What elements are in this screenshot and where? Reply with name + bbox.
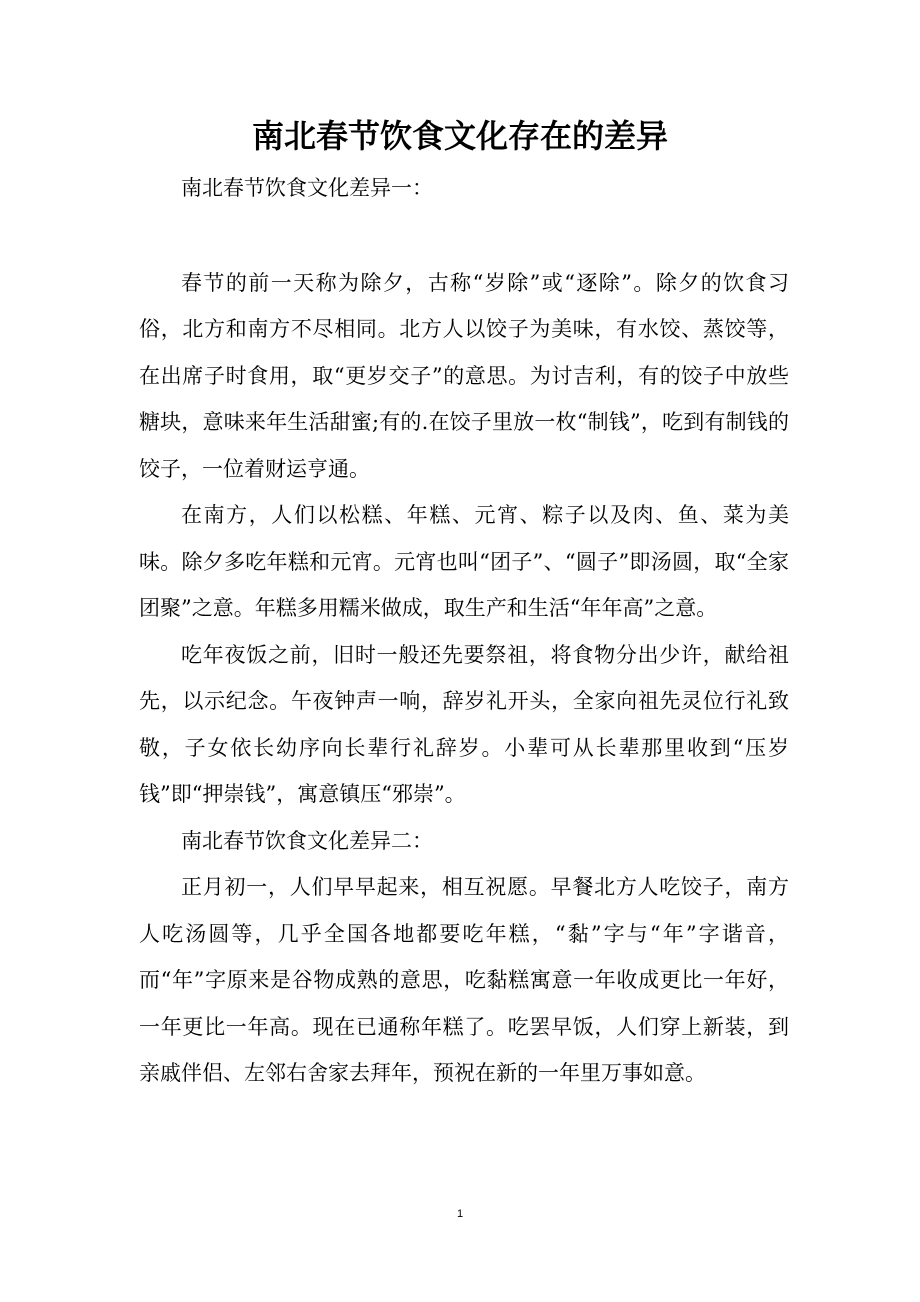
paragraph-first-day: 正月初一，人们早早起来，相互祝愿。早餐北方人吃饺子，南方人吃汤圆等，几乎全国各地都要吃年糕，“黏”字与“年”字谐音，而“年”字原来是谷物成熟的意思，吃黏糕寓意一年收成更比一年好，一年更比一年高。现在已通称年糕了。吃罢早饭，人们穿上新装，到亲戚伴侣、左邻右舍家去拜年，预祝在新的一年里万事如意。	[139, 875, 789, 1085]
paragraph-new-years-eve: 春节的前一天称为除夕，古称“岁除”或“逐除”。除夕的饮食习俗，北方和南方不尽相同。北方人以饺子为美味，有水饺、蒸饺等，在出席子时食用，取“更岁交子”的意思。为讨吉利，有的饺子中放些糖块，意味来年生活甜蜜;有的.在饺子里放一枚“制钱”，吃到有制钱的饺子，一位着财运亨通。	[139, 270, 789, 481]
section-heading-2: 南北春节饮食文化差异二：	[181, 828, 433, 853]
paragraph-gap	[139, 212, 789, 260]
document-body	[139, 165, 789, 1097]
paragraph-ancestor-worship: 吃年夜饭之前，旧时一般还先要祭祖，将食物分出少许，献给祖先，以示纪念。午夜钟声一响，辞岁礼开头，全家向祖先灵位行礼致敬，子女依长幼序向长辈行礼辞岁。小辈可从长辈那里收到“压岁钱”即“押崇钱”，寓意镇压“邪崇”。	[139, 642, 789, 806]
document-title: 南北春节饮食文化存在的差异	[251, 117, 668, 155]
page-number: 1	[456, 1208, 464, 1220]
section-heading-1: 南北春节饮食文化差异一：	[181, 176, 433, 200]
paragraph-south-foods: 在南方，人们以松糕、年糕、元宵、粽子以及肉、鱼、菜为美味。除夕多吃年糕和元宵。元宵也叫“团子”、“圆子”即汤圆，取“全家团聚”之意。年糕多用糯米做成，取生产和生活“年年高”之意。	[139, 503, 789, 620]
